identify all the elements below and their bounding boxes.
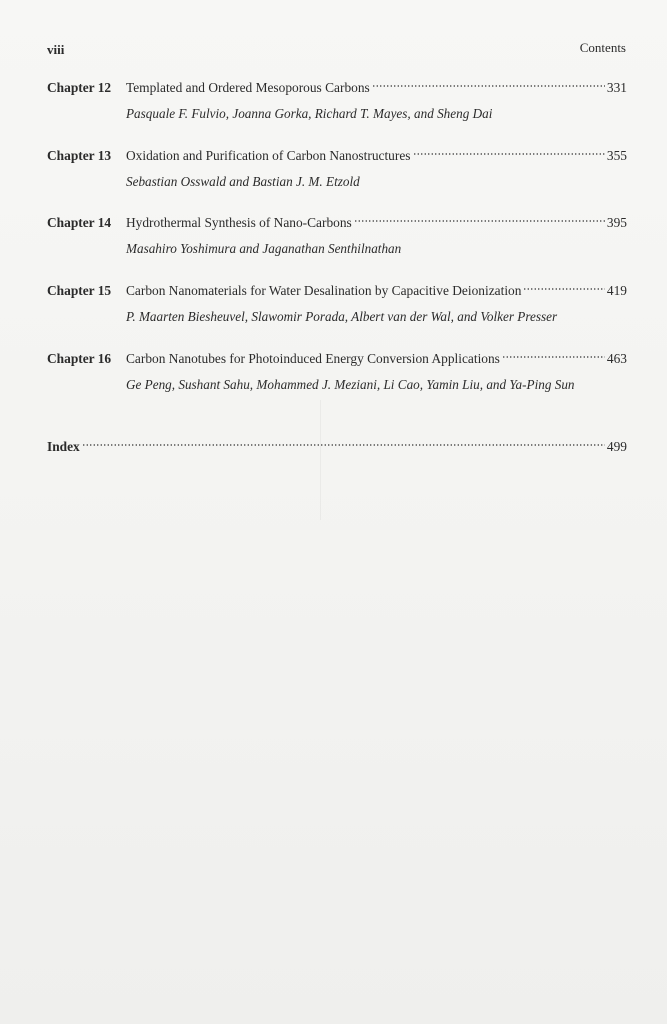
chapter-page-number: 331 <box>606 80 627 95</box>
chapter-page-number: 355 <box>606 148 627 163</box>
chapter-page-number: 463 <box>606 351 627 366</box>
toc-line <box>47 350 627 367</box>
toc-entry-chapter-13 <box>47 147 627 190</box>
page-number-label: viii <box>47 42 65 57</box>
chapter-label: Chapter 15 <box>47 283 112 298</box>
index-label: Index <box>47 439 80 454</box>
dot-leader <box>372 83 605 89</box>
dot-leader <box>82 442 605 448</box>
chapter-label: Chapter 16 <box>47 351 112 366</box>
paper-fold-mark <box>320 400 321 520</box>
toc-line <box>47 282 627 299</box>
toc-line <box>47 79 627 96</box>
chapter-title: Carbon Nanomaterials for Water Desalination by Capacitive Deionization <box>126 283 522 298</box>
running-header: Contents <box>579 40 626 55</box>
chapter-label: Chapter 13 <box>47 148 112 163</box>
toc-entry-chapter-16 <box>47 350 627 393</box>
toc-line <box>47 214 627 231</box>
toc-line <box>47 147 627 164</box>
chapter-authors: P. Maarten Biesheuvel, Slawomir Porada, Albert van der Wal, and Volker Presser <box>126 309 558 324</box>
dot-leader <box>523 286 604 292</box>
chapter-page-number: 395 <box>606 215 627 230</box>
chapter-title: Carbon Nanotubes for Photoinduced Energy Conversion Applications <box>126 351 500 366</box>
chapter-authors: Sebastian Osswald and Bastian J. M. Etzold <box>126 174 360 189</box>
dot-leader <box>413 151 605 157</box>
dot-leader <box>354 218 605 224</box>
toc-line <box>47 438 627 455</box>
chapter-label: Chapter 12 <box>47 80 112 95</box>
toc-entry-chapter-15 <box>47 282 627 325</box>
chapter-authors: Masahiro Yoshimura and Jaganathan Senthilnathan <box>126 241 402 256</box>
toc-entry-index <box>47 438 627 455</box>
chapter-page-number: 419 <box>606 283 627 298</box>
chapter-title: Templated and Ordered Mesoporous Carbons <box>126 80 370 95</box>
dot-leader <box>502 354 605 360</box>
toc-entry-chapter-14 <box>47 214 627 257</box>
toc-entry-chapter-12 <box>47 79 627 122</box>
chapter-title: Oxidation and Purification of Carbon Nanostructures <box>126 148 411 163</box>
chapter-title: Hydrothermal Synthesis of Nano-Carbons <box>126 215 352 230</box>
index-page-number: 499 <box>606 439 627 454</box>
chapter-label: Chapter 14 <box>47 215 112 230</box>
chapter-authors: Pasquale F. Fulvio, Joanna Gorka, Richard T. Mayes, and Sheng Dai <box>126 106 493 121</box>
chapter-authors: Ge Peng, Sushant Sahu, Mohammed J. Meziani, Li Cao, Yamin Liu, and Ya-Ping Sun <box>126 377 575 392</box>
